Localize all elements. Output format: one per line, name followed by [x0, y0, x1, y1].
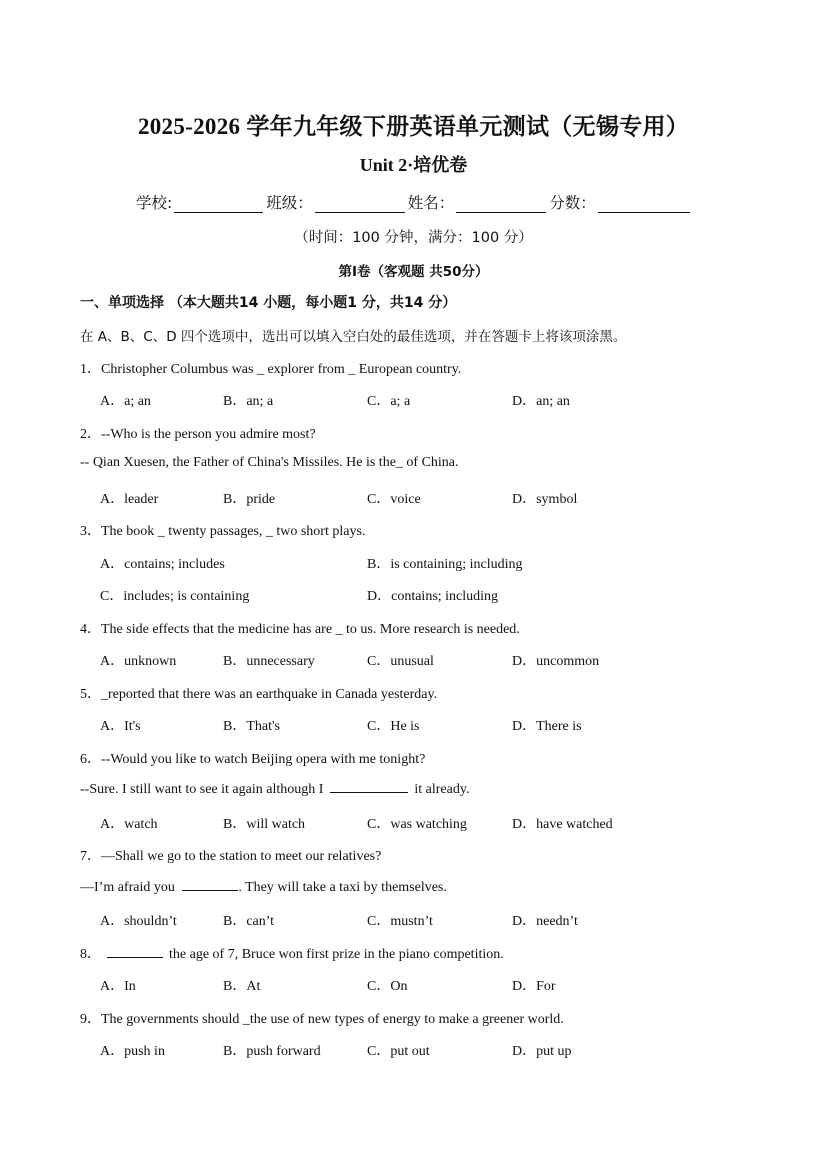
option-d[interactable]: D．uncommon	[512, 654, 600, 669]
option-c[interactable]: C．was watching	[367, 817, 467, 832]
question-8	[80, 943, 504, 963]
option-b[interactable]: B．unnecessary	[223, 654, 315, 669]
exam-title: 2025-2026 学年九年级下册英语单元测试（无锡专用）	[137, 114, 690, 139]
option-c[interactable]: C．unusual	[367, 654, 434, 669]
question-1: 1．Christopher Columbus was _ explorer from _ European country.	[80, 362, 462, 377]
question-6-text-after-blank: it already.	[414, 782, 470, 797]
question-3: 3．The book _ twenty passages, _ two short plays.	[80, 524, 366, 539]
option-a[interactable]: A．leader	[100, 492, 159, 507]
option-a[interactable]: A．push in	[100, 1044, 165, 1059]
question-7-text-after-blank: . They will take a taxi by themselves.	[238, 880, 447, 895]
option-b[interactable]: B．At	[223, 979, 261, 994]
option-d[interactable]: D．needn’t	[512, 914, 578, 929]
option-d[interactable]: D．an; an	[512, 394, 570, 409]
option-b[interactable]: B．can’t	[223, 914, 275, 929]
option-c[interactable]: C．mustn’t	[367, 914, 433, 929]
option-c[interactable]: C．He is	[367, 719, 420, 734]
option-b[interactable]: B．will watch	[223, 817, 306, 832]
volume-heading: 第Ⅰ卷（客观题 共50分）	[338, 264, 489, 280]
question-8-number: 8．	[80, 947, 101, 962]
question-2-line-2: -- Qian Xuesen, the Father of China's Missiles. He is the_ of China.	[80, 455, 459, 470]
option-c[interactable]: C．On	[367, 979, 408, 994]
student-info-row	[136, 191, 693, 213]
school-blank[interactable]	[174, 194, 263, 213]
option-b[interactable]: B．pride	[223, 492, 276, 507]
score-label: 分数：	[549, 194, 596, 212]
option-b[interactable]: B．is containing; including	[367, 557, 523, 572]
answer-blank[interactable]	[182, 878, 238, 891]
option-a[interactable]: A．watch	[100, 817, 158, 832]
option-c[interactable]: C．voice	[367, 492, 421, 507]
option-c[interactable]: C．put out	[367, 1044, 430, 1059]
question-6-line-2	[80, 780, 469, 798]
name-label: 姓名：	[407, 194, 455, 212]
answer-blank[interactable]	[330, 780, 408, 793]
school-label: 学校:	[136, 194, 173, 212]
option-d[interactable]: D．have watched	[512, 817, 613, 832]
question-7-text-before-blank: —I’m afraid you	[80, 880, 175, 895]
option-d[interactable]: D．put up	[512, 1044, 572, 1059]
option-a[interactable]: A．unknown	[100, 654, 177, 669]
question-7: 7．—Shall we go to the station to meet our relatives?	[80, 849, 382, 864]
question-8-text: the age of 7, Bruce won first prize in the piano competition.	[169, 947, 504, 962]
question-6: 6．--Would you like to watch Beijing opera with me tonight?	[80, 752, 426, 767]
option-a[interactable]: A．shouldn’t	[100, 914, 177, 929]
option-d[interactable]: D．There is	[512, 719, 582, 734]
time-info: （时间：100 分钟，满分：100 分）	[294, 230, 533, 246]
question-9: 9．The governments should _the use of new types of energy to make a greener world.	[80, 1012, 564, 1027]
answer-blank[interactable]	[107, 945, 163, 958]
class-label: 班级：	[266, 194, 313, 212]
option-b[interactable]: B．push forward	[223, 1044, 321, 1059]
option-d[interactable]: D．contains; including	[367, 589, 499, 604]
option-c[interactable]: C．includes; is containing	[100, 589, 250, 604]
option-a[interactable]: A．contains; includes	[100, 557, 225, 572]
question-4: 4．The side effects that the medicine has are _ to us. More research is needed.	[80, 622, 520, 637]
question-7-line-2	[80, 878, 447, 896]
question-6-text-before-blank: --Sure. I still want to see it again although I	[80, 782, 324, 797]
section-heading: 一、单项选择 （本大题共14 小题，每小题1 分，共14 分）	[80, 295, 457, 311]
option-d[interactable]: D．symbol	[512, 492, 578, 507]
question-5: 5．_reported that there was an earthquake in Canada yesterday.	[80, 687, 438, 702]
exam-subtitle: Unit 2·培优卷	[359, 155, 468, 175]
option-a[interactable]: A．It's	[100, 719, 141, 734]
question-2: 2．--Who is the person you admire most?	[80, 427, 316, 442]
section-instructions: 在 A、B、C、D 四个选项中，选出可以填入空白处的最佳选项，并在答题卡上将该项涂黑。	[80, 329, 627, 345]
option-b[interactable]: B．an; a	[223, 394, 274, 409]
option-a[interactable]: A．a; an	[100, 394, 151, 409]
class-blank[interactable]	[315, 194, 405, 213]
name-blank[interactable]	[456, 194, 546, 213]
option-d[interactable]: D．For	[512, 979, 556, 994]
score-blank[interactable]	[598, 194, 690, 213]
option-b[interactable]: B．That's	[223, 719, 280, 734]
option-a[interactable]: A．In	[100, 979, 136, 994]
option-c[interactable]: C．a; a	[367, 394, 411, 409]
